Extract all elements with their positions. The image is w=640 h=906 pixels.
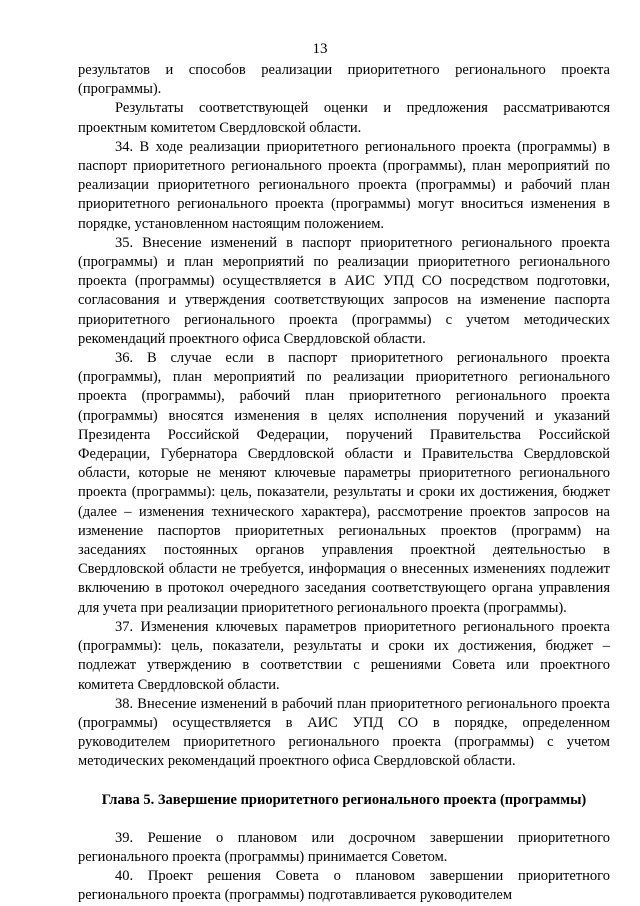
paragraph-34: 34. В ходе реализации приоритетного регионального проекта (программы) в паспорт приоритетного регионального проекта (программы), план мероприятий по реализации приоритетного регионального проекта (программы) и рабочий план приоритетного регионального проекта (программы) могут вноситься изменения в порядке, установленном настоящим положением. — [78, 138, 610, 232]
paragraph-38: 38. Внесение изменений в рабочий план приоритетного регионального проекта (программы) осуществляется в АИС УПД СО в порядке, определенном руководителем приоритетного регионального проекта (программы) с учетом методических рекомендаций проектного офиса Свердловской области. — [78, 695, 610, 770]
paragraph-continuation: результатов и способов реализации приоритетного регионального проекта (программы). — [78, 62, 610, 98]
chapter-heading: Глава 5. Завершение приоритетного регионального проекта (программы) — [101, 791, 587, 808]
document-body — [78, 61, 610, 906]
page-number: 13 — [312, 41, 328, 57]
paragraph-40: 40. Проект решения Совета о плановом завершении приоритетного регионального проекта (программы) подготавливается руководителем — [78, 868, 610, 904]
paragraph-37: 37. Изменения ключевых параметров приоритетного регионального проекта (программы): цель, показатели, результаты и сроки их достижения, бюджет – подлежат утверждению в соответствии с решениями Совета или проектного комитета Свердловской области. — [78, 618, 610, 693]
paragraph-35: 35. Внесение изменений в паспорт приоритетного регионального проекта (программы) и план мероприятий по реализации приоритетного регионального проекта (программы) осуществляется в АИС УПД СО посредством подготовки, согласования и утверждения соответствующих запросов на изменение паспорта приоритетного регионального проекта (программы) с учетом методических рекомендаций проектного офиса Свердловской области. — [78, 234, 610, 347]
paragraph-39: 39. Решение о плановом или досрочном завершении приоритетного регионального проекта (программы) принимается Советом. — [78, 829, 610, 865]
paragraph-36: 36. В случае если в паспорт приоритетного регионального проекта (программы), план мероприятий по реализации приоритетного регионального проекта (программы), рабочий план приоритетного регионального проекта (программы) вносятся изменения в целях исполнения поручений и указаний Президента Российской Федерации, поручений Правительства Российской Федерации, Губернатора Свердловской области и Правительства Свердловской области, которые не меняют ключевые параметры приоритетного регионального проекта (программы): цель, показатели, результаты и сроки их достижения, бюджет (далее – изменения технического характера), рассмотрение проектов запросов на изменение паспортов приоритетных региональных проектов (программ) на заседаниях постоянных органов управления проектной деятельностью в Свердловской области не требуется, информация о внесенных изменениях подлежит включению в протокол очередного заседания соответствующего органа управления для учета при реализации приоритетного регионального проекта (программы). — [78, 350, 610, 616]
paragraph: Результаты соответствующей оценки и предложения рассматриваются проектным комитетом Свердловской области. — [78, 100, 610, 136]
